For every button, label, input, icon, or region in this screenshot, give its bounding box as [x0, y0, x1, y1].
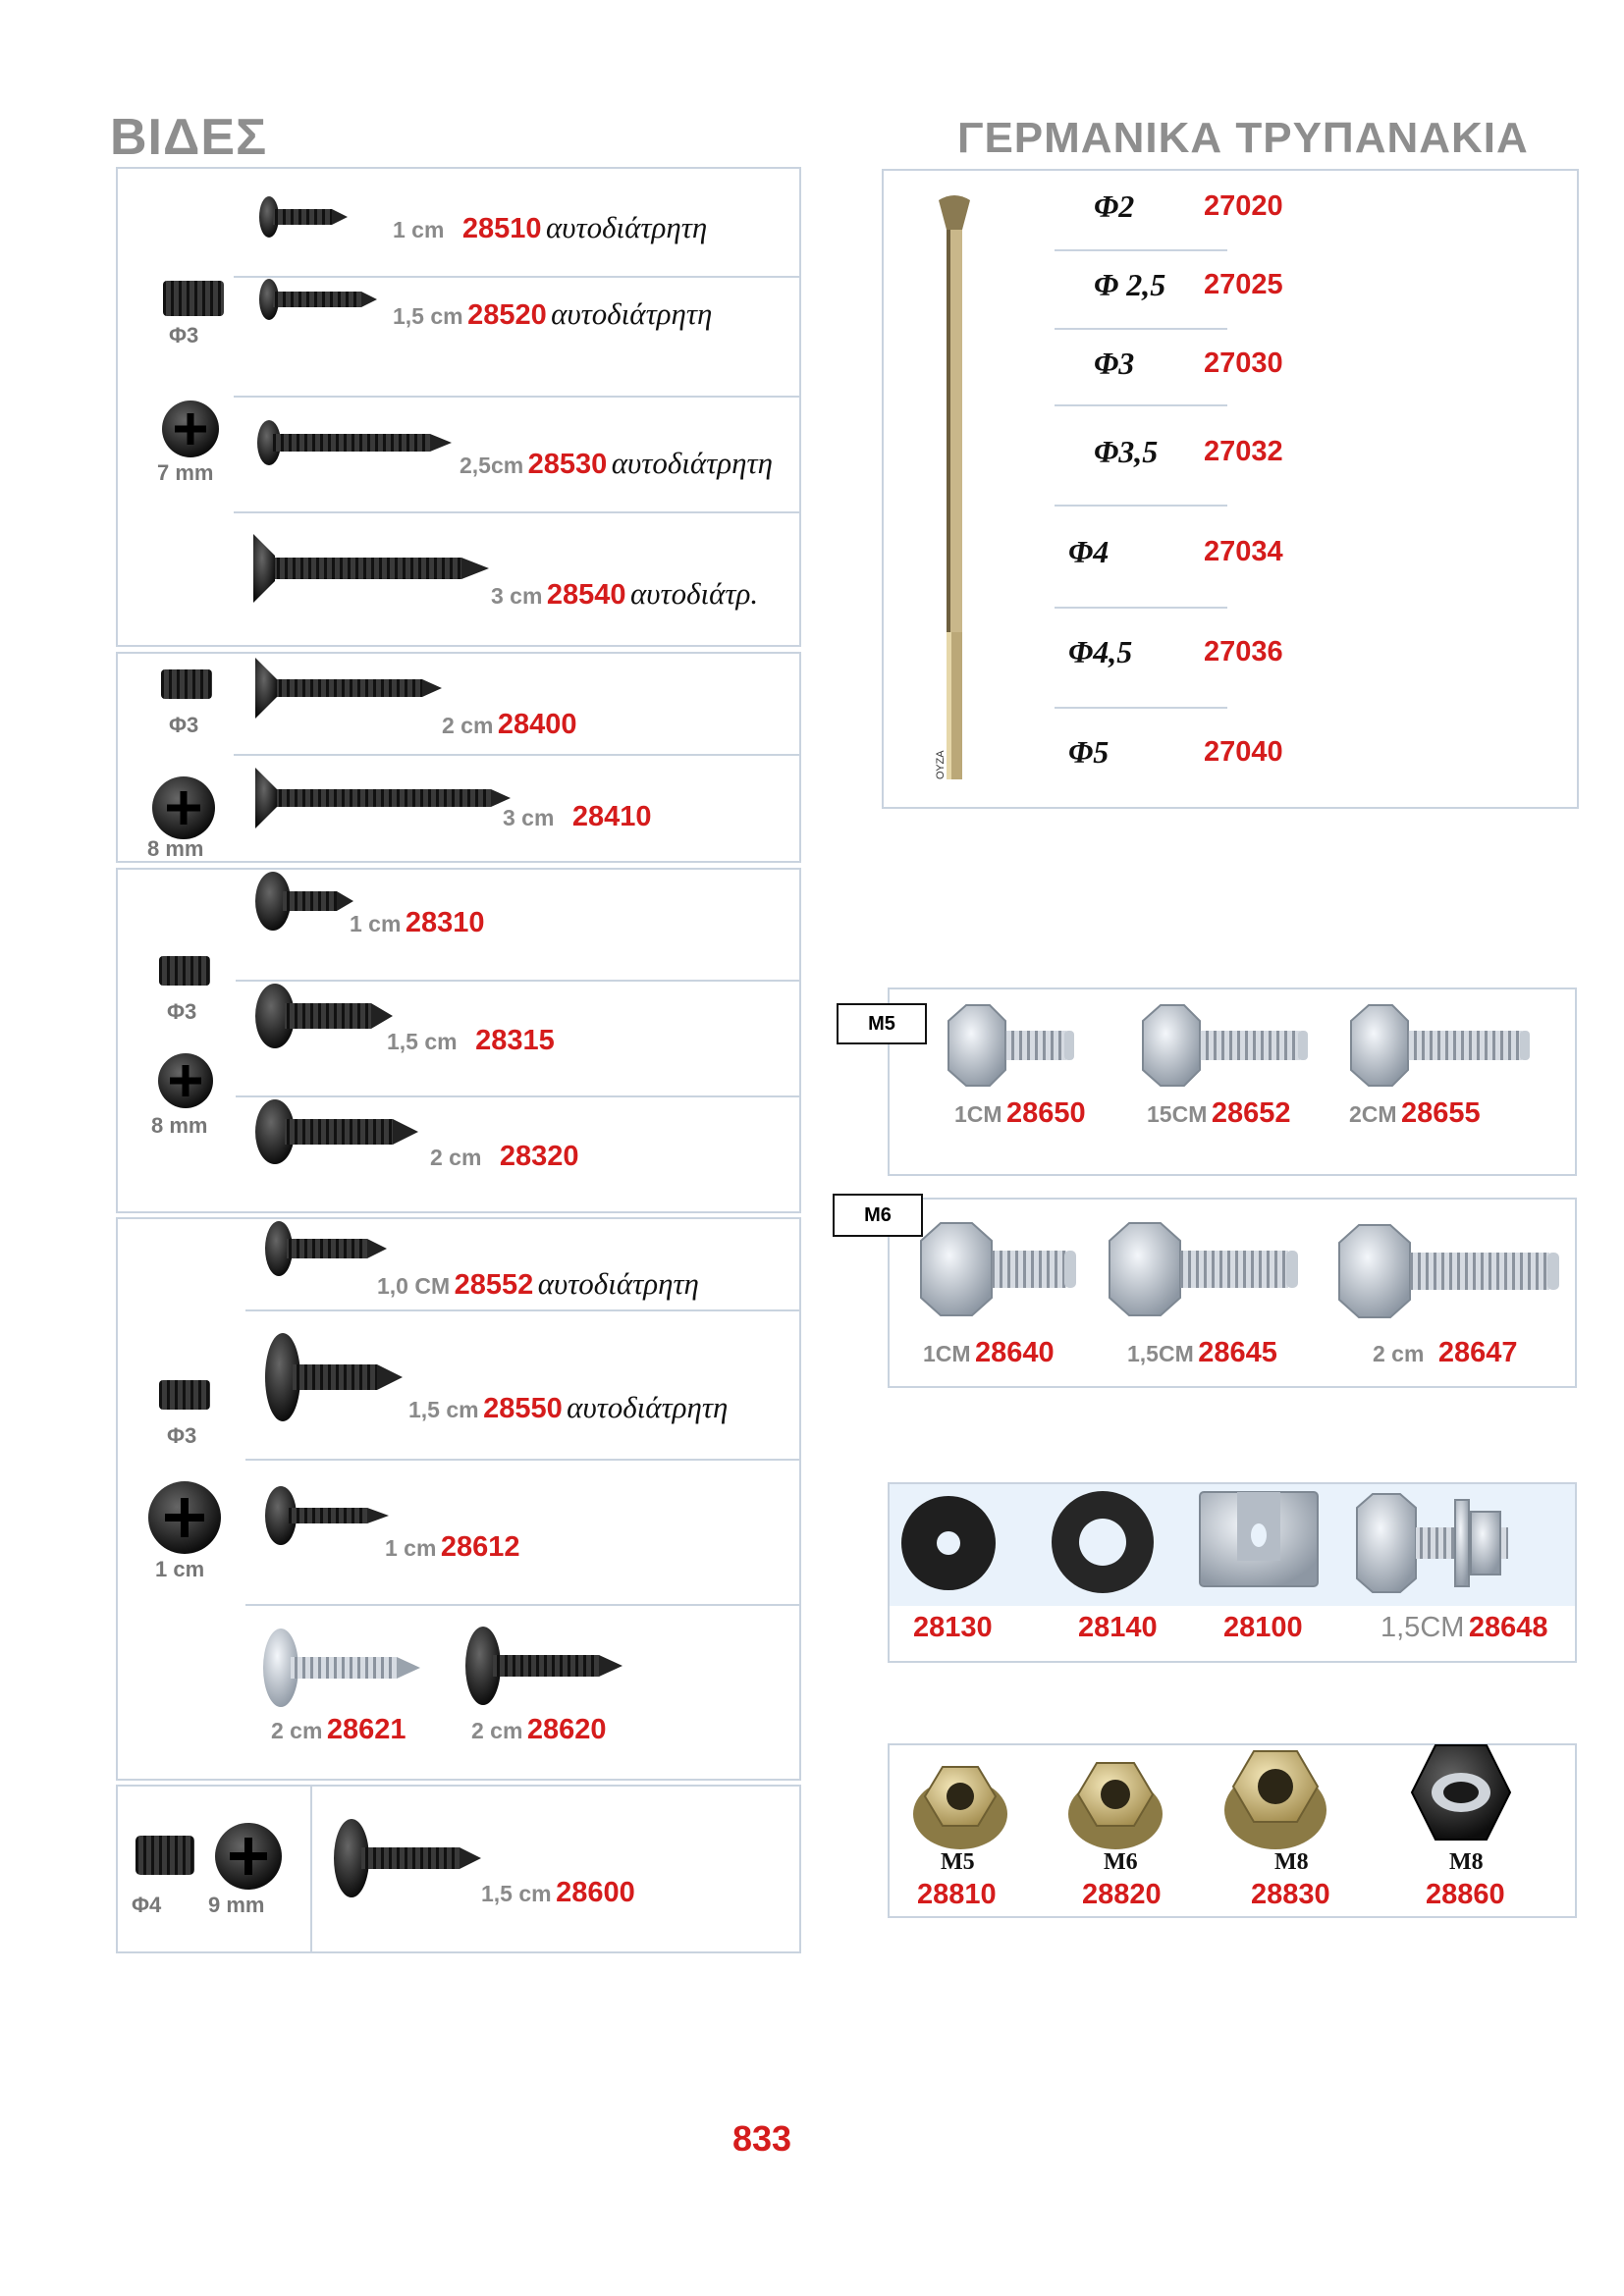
screw-size: 3 cm — [491, 583, 543, 609]
drill-code: 27025 — [1204, 269, 1283, 300]
thread-icon — [163, 281, 224, 316]
screw-group-4 — [116, 1217, 801, 1781]
product-code: 28652 — [1211, 1097, 1291, 1129]
product-code: 28520 — [467, 299, 547, 331]
product-code: 28530 — [527, 449, 608, 480]
drill-diameter: Φ4 — [1068, 534, 1110, 569]
hex-flange-bolt-icon — [1110, 1223, 1302, 1315]
hex-flange-bolt-icon — [1351, 1005, 1532, 1086]
drill-code: 27020 — [1204, 190, 1283, 222]
screw-size: 1,5 cm — [481, 1881, 552, 1906]
drywall-screw-icon — [255, 768, 511, 828]
product-code: 28410 — [571, 801, 652, 832]
hex-flange-bolt-icon — [948, 1005, 1074, 1086]
screw-group-3 — [116, 868, 801, 1213]
product-description: αυτοδιάτρητη — [551, 296, 713, 331]
screw-size: 1,0 CM — [377, 1273, 451, 1299]
nut-size-label: M6 — [1104, 1849, 1138, 1875]
product-code: 28310 — [405, 907, 485, 938]
thread-diameter-label: Φ4 — [132, 1893, 162, 1917]
drill-bit-icon — [921, 200, 990, 789]
pan-head-screw-icon — [334, 1816, 481, 1900]
product-code: 28315 — [475, 1025, 555, 1056]
product-code: 28810 — [917, 1879, 997, 1910]
bolt-size: 1,5CM — [1127, 1341, 1194, 1366]
hex-flange-bolt-icon — [1339, 1225, 1565, 1317]
drywall-screw-icon — [255, 658, 442, 719]
product-code: 28400 — [497, 709, 577, 740]
phillips-head-icon — [161, 400, 220, 458]
drill-diameter: Φ2 — [1094, 188, 1135, 224]
drill-bit-mark: ΟΥΖΑ — [935, 750, 947, 779]
phillips-head-icon — [147, 1480, 222, 1555]
drill-code: 27040 — [1204, 736, 1283, 768]
screw-size: 1,5 cm — [387, 1029, 458, 1054]
screw-group-2 — [116, 652, 801, 863]
product-description: αυτοδιάτρητη — [537, 1266, 699, 1301]
thread-diameter-label: Φ3 — [169, 713, 199, 737]
drill-code: 27032 — [1204, 436, 1283, 467]
brass-flange-nut-icon — [911, 1757, 1009, 1851]
screw-size: 2 cm — [430, 1145, 482, 1170]
countersunk-self-drilling-screw-icon — [253, 534, 489, 603]
bolt-size: 2 cm — [1373, 1341, 1425, 1366]
product-code: 28650 — [1006, 1097, 1086, 1129]
product-description: αυτοδιάτρ. — [630, 576, 759, 611]
thread-diameter-label: Φ3 — [167, 999, 197, 1024]
bolt-size: 1CM — [954, 1101, 1002, 1127]
wafer-head-self-drilling-screw-icon — [265, 1331, 403, 1423]
self-drilling-screw-icon — [257, 418, 454, 467]
product-code: 28830 — [1251, 1879, 1330, 1910]
wafer-head-self-drilling-screw-icon — [265, 1219, 387, 1278]
screw-size: 1 cm — [385, 1535, 437, 1561]
screw-size: 2 cm — [471, 1718, 523, 1743]
product-code: 28620 — [526, 1714, 607, 1745]
phillips-head-icon — [151, 775, 216, 840]
product-code: 28647 — [1437, 1337, 1518, 1368]
hex-flange-bolt-icon — [921, 1223, 1078, 1315]
thread-icon — [159, 1380, 210, 1410]
drill-diameter: Φ5 — [1068, 734, 1110, 770]
phillips-head-icon — [214, 1822, 283, 1891]
product-code: 28130 — [913, 1612, 993, 1643]
self-drilling-screw-icon — [259, 194, 348, 240]
hex-flange-bolt-icon — [1143, 1005, 1310, 1086]
product-code: 28645 — [1198, 1337, 1277, 1368]
screw-group-5 — [116, 1785, 801, 1953]
product-description: αυτοδιάτρητη — [546, 210, 708, 244]
drill-diameter: Φ 2,5 — [1094, 267, 1166, 302]
drill-code: 27034 — [1204, 536, 1283, 567]
bolt-size: 1,5CM — [1380, 1612, 1465, 1643]
nut-size-label: M5 — [941, 1849, 975, 1875]
black-nylon-lock-nut-icon — [1410, 1741, 1512, 1843]
product-code: 28100 — [1223, 1612, 1303, 1643]
section-title-screws: ΒΙΔΕΣ — [110, 109, 268, 166]
drill-diameter: Φ4,5 — [1068, 634, 1133, 669]
thread-diameter-label: Φ3 — [169, 323, 199, 347]
speed-nut-clip-icon — [1196, 1488, 1324, 1590]
product-code: 28655 — [1401, 1097, 1481, 1129]
bolt-size: 1CM — [923, 1341, 971, 1366]
drill-bits-panel — [882, 169, 1579, 809]
screw-size: 1 cm — [393, 217, 445, 242]
thread-icon — [135, 1836, 194, 1875]
washer-icon — [897, 1492, 1000, 1594]
product-code: 28320 — [499, 1141, 579, 1172]
product-code: 28621 — [326, 1714, 406, 1745]
pan-head-screw-icon — [255, 1097, 418, 1166]
page-number: 833 — [732, 2118, 792, 2159]
product-code: 28860 — [1426, 1879, 1505, 1910]
black-wafer-screw-icon — [465, 1624, 623, 1708]
product-code: 28612 — [440, 1531, 520, 1563]
self-drilling-screw-icon — [259, 277, 377, 322]
pan-head-screw-icon — [255, 982, 393, 1050]
thread-diameter-label: Φ3 — [167, 1423, 197, 1448]
product-code: 28540 — [546, 579, 626, 611]
washer-icon — [1047, 1486, 1159, 1598]
screw-group-1 — [116, 167, 801, 647]
nut-size-label: M8 — [1449, 1849, 1484, 1875]
pan-head-screw-icon — [265, 1484, 389, 1547]
drill-code: 27030 — [1204, 347, 1283, 379]
bolt-size: 2CM — [1349, 1101, 1397, 1127]
thread-icon — [159, 956, 210, 986]
screw-size: 2 cm — [271, 1718, 323, 1743]
screw-size: 1,5 cm — [393, 303, 463, 329]
product-code: 28140 — [1078, 1612, 1158, 1643]
product-code: 28552 — [454, 1269, 534, 1301]
bolt-with-nut-washer-icon — [1357, 1492, 1514, 1594]
section-title-drills: ΓΕΡΜΑΝΙΚΑ ΤΡΥΠΑΝΑΚΙΑ — [957, 114, 1529, 162]
product-code: 28550 — [483, 1393, 563, 1424]
product-code: 28640 — [975, 1337, 1055, 1368]
head-size-label: 8 mm — [147, 836, 204, 861]
screw-size: 1 cm — [350, 911, 402, 936]
product-code: 28600 — [556, 1877, 635, 1908]
pan-head-screw-icon — [255, 870, 353, 933]
head-size-label: 7 mm — [157, 460, 214, 485]
drill-diameter: Φ3 — [1094, 346, 1135, 381]
product-code: 28510 — [461, 213, 542, 244]
drill-code: 27036 — [1204, 636, 1283, 667]
product-description: αυτοδιάτρητη — [611, 446, 773, 480]
m6-tag: M6 — [833, 1194, 923, 1237]
thread-icon — [161, 669, 212, 699]
brass-flange-nut-icon — [1066, 1753, 1164, 1851]
bolt-size: 15CM — [1147, 1101, 1208, 1127]
zinc-wafer-screw-icon — [263, 1626, 420, 1710]
screw-size: 2,5cm — [460, 453, 524, 478]
product-code: 28820 — [1082, 1879, 1162, 1910]
brass-flange-nut-icon — [1221, 1741, 1329, 1851]
nut-size-label: M8 — [1274, 1849, 1309, 1875]
product-code: 28648 — [1468, 1612, 1548, 1643]
product-description: αυτοδιάτρητη — [567, 1390, 729, 1424]
screw-size: 1,5 cm — [408, 1397, 479, 1422]
m5-tag: M5 — [837, 1003, 927, 1044]
head-size-label: 1 cm — [155, 1557, 205, 1581]
screw-size: 2 cm — [442, 713, 494, 738]
head-size-label: 8 mm — [151, 1113, 208, 1138]
phillips-head-icon — [157, 1052, 214, 1109]
head-size-label: 9 mm — [208, 1893, 265, 1917]
screw-size: 3 cm — [503, 805, 555, 830]
drill-diameter: Φ3,5 — [1094, 434, 1159, 469]
